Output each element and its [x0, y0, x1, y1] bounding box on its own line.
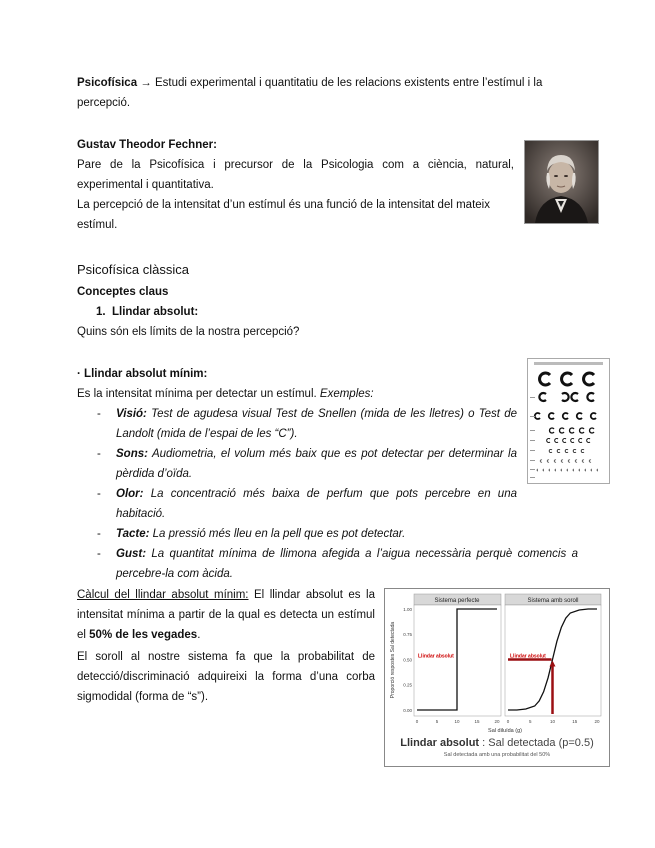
figure-caption	[385, 737, 609, 749]
psychometric-figure	[384, 588, 610, 767]
x-tick-label: 15	[474, 719, 480, 724]
fechner-line1: Pare de la Psicofísica i precursor de la Psicologia com a ciència, natural,	[77, 159, 514, 171]
minim-definition	[77, 384, 374, 404]
list-item-title: Llindar absolut:	[111, 306, 199, 318]
intro-line1: Estudi experimental i quantitatiu de les relacions existents entre l’estímul i la	[154, 77, 543, 89]
bullet: ·	[77, 368, 81, 380]
subheading-conceptes: Conceptes claus	[77, 286, 169, 298]
gust-label: Gust:	[116, 548, 147, 560]
tacte-line1: La pressió més lleu en la pell que es pot detectar.	[152, 528, 406, 540]
x-tick-label: 0	[415, 719, 419, 724]
example-tacte	[116, 524, 405, 544]
question-text: Quins són els límits de la nostra percepció?	[77, 326, 300, 338]
y-tick-label: 0.75	[403, 632, 412, 637]
portrait-illustration	[525, 141, 598, 223]
tacte-label: Tacte:	[116, 528, 150, 540]
x-tick-label: 15	[572, 719, 578, 724]
fechner-line3: La percepció de la intensitat d’un estímul és una funció de la intensitat del mateix	[77, 199, 490, 211]
dash-visio: -	[97, 408, 101, 420]
left-panel-ticks	[416, 719, 500, 724]
x-tick-label: 0	[506, 719, 510, 724]
fechner-portrait-photo	[524, 140, 599, 224]
definition-text: Es la intensitat mínima per detectar un estímul.	[77, 388, 317, 400]
y-axis-label: Proporció respostes Sal detectada	[390, 621, 396, 699]
intro-arrow: →	[137, 77, 155, 89]
figure-subcaption: Sal detectada amb una probabilitat del 50%	[443, 752, 551, 758]
example-olor	[116, 484, 517, 504]
landolt-chart-illustration	[528, 359, 609, 483]
example-gust	[116, 544, 578, 564]
dash-sons: -	[97, 448, 101, 460]
calcul-line1	[77, 585, 375, 605]
calcul-l3b: 50% de les vegades	[89, 629, 198, 641]
calcul-l1: El llindar absolut es la	[253, 589, 375, 601]
y-axis-ticks	[403, 607, 412, 713]
list-item-llindar-absolut	[96, 302, 198, 322]
intro-paragraph	[77, 73, 578, 93]
caption-rest: : Sal detectada (p=0.5)	[479, 737, 594, 749]
dash-tacte: -	[97, 528, 101, 540]
dash-olor: -	[97, 488, 101, 500]
left-panel-title: Sistema perfecte	[434, 598, 480, 604]
minim-heading-text: Llindar absolut mínim:	[84, 368, 208, 380]
example-sons	[116, 444, 517, 464]
calcul-line3	[77, 625, 200, 645]
right-threshold-label: Llindar absolut	[510, 653, 546, 660]
landolt-c-chart-image	[527, 358, 610, 484]
y-tick-label: 1.00	[403, 606, 412, 612]
olor-line2: habitació.	[116, 508, 166, 520]
y-tick-label: 0.00	[403, 707, 412, 713]
example-visio	[116, 404, 517, 424]
visio-label: Visió:	[116, 408, 147, 420]
right-panel-ticks	[507, 719, 600, 724]
calcul-l3a: el	[77, 629, 86, 641]
calcul-title: Càlcul del llindar absolut mínim:	[77, 589, 249, 601]
visio-line2: Landolt (mida de l’espai de les “C”).	[116, 428, 298, 440]
x-tick-label: 5	[435, 719, 439, 724]
x-tick-label: 10	[549, 719, 556, 724]
right-panel-title: Sistema amb soroll	[527, 598, 579, 604]
caption-bold: Llindar absolut	[400, 737, 480, 749]
sons-line2: pèrdida d’oïda.	[116, 468, 193, 480]
psychometric-chart	[385, 589, 609, 735]
fechner-heading: Gustav Theodor Fechner:	[77, 139, 217, 151]
dash-gust: -	[97, 548, 101, 560]
fechner-line2: experimental i quantitativa.	[77, 179, 214, 191]
calcul-line2: intensitat mínima a partir de la qual es detecta un estímul	[77, 609, 375, 621]
calcul-line5: detecció/discriminació adquireixi la forma d’una corba	[77, 671, 375, 683]
minim-heading	[77, 364, 207, 384]
olor-label: Olor:	[116, 488, 144, 500]
x-tick-label: 10	[454, 719, 460, 724]
fechner-line4: estímul.	[77, 219, 118, 231]
intro-term: Psicofísica	[77, 77, 138, 89]
sons-label: Sons:	[116, 448, 148, 460]
olor-line1: La concentració més baixa de perfum que pots percebre en una	[150, 488, 517, 500]
x-tick-label: 5	[529, 719, 532, 724]
examples-label: Exemples:	[319, 388, 374, 400]
list-item-number: 1.	[96, 306, 106, 318]
sons-line1: Audiometria, el volum més baix que es pot detectar per determinar la	[151, 448, 517, 460]
calcul-line6: sigmodidal (forma de “s”).	[77, 691, 209, 703]
x-tick-label: 20	[594, 719, 600, 724]
calcul-line4: El soroll al nostre sistema fa que la probabilitat de	[77, 651, 375, 663]
calcul-l3c: .	[197, 629, 201, 641]
visio-line1: Test de agudesa visual Test de Snellen (mida de les lletres) o Test de	[151, 408, 517, 420]
gust-line2: percebre-la com àcida.	[116, 568, 233, 580]
x-tick-label: 20	[494, 719, 500, 724]
y-tick-label: 0.50	[403, 657, 412, 663]
section-heading-classica: Psicofísica clàssica	[77, 262, 189, 277]
y-tick-label: 0.25	[403, 682, 412, 688]
gust-line1: La quantitat mínima de llimona afegida a l’aigua necessària perquè comencis a	[151, 548, 578, 560]
left-threshold-label: Llindar absolut	[418, 653, 454, 660]
intro-line2: percepció.	[77, 97, 131, 109]
x-axis-label: Sal diluïda (g)	[488, 728, 522, 734]
